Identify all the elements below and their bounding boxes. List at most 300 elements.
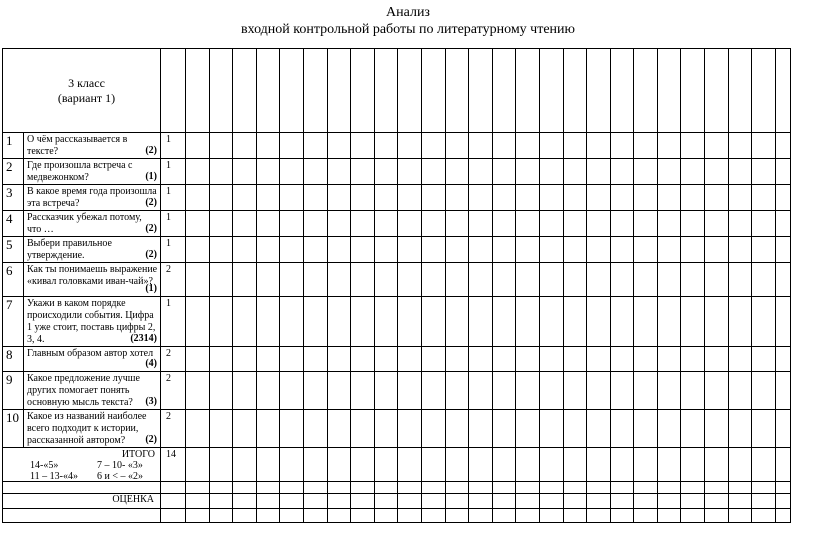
student-cell xyxy=(634,372,658,410)
question-number xyxy=(3,237,24,263)
student-cell xyxy=(327,133,351,159)
student-cell xyxy=(469,263,493,297)
student-cell xyxy=(209,482,233,494)
student-cell xyxy=(280,482,304,494)
student-cell xyxy=(539,185,563,211)
student-cell xyxy=(233,372,257,410)
student-cell xyxy=(398,372,422,410)
student-cell xyxy=(351,133,375,159)
student-cell xyxy=(351,159,375,185)
student-cell xyxy=(775,448,790,482)
student-cell xyxy=(516,49,540,133)
student-cell xyxy=(280,185,304,211)
student-cell xyxy=(280,509,304,523)
student-cell xyxy=(421,159,445,185)
student-cell xyxy=(492,297,516,347)
student-cell xyxy=(752,185,776,211)
student-cell xyxy=(233,133,257,159)
table-header-row xyxy=(3,49,791,133)
student-cell xyxy=(186,448,210,482)
student-cell xyxy=(610,372,634,410)
student-cell xyxy=(657,482,681,494)
student-cell xyxy=(186,509,210,523)
student-cell xyxy=(327,263,351,297)
question-text-cell xyxy=(24,211,161,237)
student-cell xyxy=(587,448,611,482)
student-cell xyxy=(634,509,658,523)
student-cell xyxy=(563,372,587,410)
student-cell xyxy=(681,372,705,410)
student-cell xyxy=(705,448,729,482)
student-cell xyxy=(610,237,634,263)
student-cell xyxy=(327,410,351,448)
student-cell xyxy=(610,297,634,347)
student-cell xyxy=(374,509,398,523)
student-cell xyxy=(775,347,790,372)
student-cell xyxy=(705,494,729,509)
question-number-text: 2 xyxy=(6,159,13,174)
student-cell xyxy=(421,211,445,237)
header-cell xyxy=(3,49,161,133)
student-cell xyxy=(233,211,257,237)
student-cell xyxy=(186,133,210,159)
student-cell xyxy=(469,185,493,211)
student-cell xyxy=(516,237,540,263)
table-row xyxy=(3,237,791,263)
student-cell xyxy=(398,237,422,263)
student-cell xyxy=(752,237,776,263)
student-cell xyxy=(563,159,587,185)
student-cell xyxy=(374,482,398,494)
student-cell xyxy=(233,410,257,448)
student-cell xyxy=(657,410,681,448)
student-cell xyxy=(374,448,398,482)
student-cell xyxy=(233,263,257,297)
student-cell xyxy=(186,347,210,372)
student-cell xyxy=(280,494,304,509)
student-cell xyxy=(657,263,681,297)
total-max-cell xyxy=(161,448,186,482)
student-cell xyxy=(421,237,445,263)
student-cell xyxy=(398,448,422,482)
student-cell xyxy=(256,185,280,211)
max-score: 1 xyxy=(166,186,171,197)
student-cell xyxy=(421,372,445,410)
student-cell xyxy=(209,159,233,185)
student-cell xyxy=(634,347,658,372)
blank-max-cell xyxy=(161,509,186,523)
student-cell xyxy=(705,49,729,133)
student-cell xyxy=(563,482,587,494)
student-cell xyxy=(728,372,752,410)
student-cell xyxy=(303,372,327,410)
total-row xyxy=(3,448,791,482)
question-number xyxy=(3,410,24,448)
student-cell xyxy=(351,49,375,133)
student-cell xyxy=(209,263,233,297)
student-cell xyxy=(705,263,729,297)
student-cell xyxy=(280,410,304,448)
max-score: 2 xyxy=(166,348,171,359)
student-cell xyxy=(657,372,681,410)
student-cell xyxy=(445,133,469,159)
student-cell xyxy=(233,494,257,509)
student-cell xyxy=(634,494,658,509)
student-cell xyxy=(233,448,257,482)
student-cell xyxy=(587,509,611,523)
student-cell xyxy=(587,263,611,297)
student-cell xyxy=(563,410,587,448)
total-max: 14 xyxy=(166,449,176,460)
student-cell xyxy=(657,211,681,237)
question-text-cell xyxy=(24,237,161,263)
student-cell xyxy=(186,372,210,410)
student-cell xyxy=(303,448,327,482)
student-cell xyxy=(421,494,445,509)
student-cell xyxy=(233,185,257,211)
student-cell xyxy=(492,509,516,523)
student-cell xyxy=(445,211,469,237)
total-label: ИТОГО xyxy=(121,449,155,460)
student-cell xyxy=(634,159,658,185)
max-score-cell xyxy=(161,237,186,263)
max-score: 1 xyxy=(166,298,171,309)
student-cell xyxy=(469,297,493,347)
student-cell xyxy=(752,509,776,523)
student-cell xyxy=(327,347,351,372)
student-cell xyxy=(587,49,611,133)
student-cell xyxy=(752,297,776,347)
student-cell xyxy=(610,211,634,237)
student-cell xyxy=(587,410,611,448)
student-cell xyxy=(469,49,493,133)
student-cell xyxy=(398,159,422,185)
student-cell xyxy=(775,372,790,410)
student-cell xyxy=(303,297,327,347)
question-text: Какое из названий наиболее всего подходит к истории, рассказанной автором? xyxy=(27,411,147,446)
grade-label-cell xyxy=(3,494,161,509)
student-cell xyxy=(539,448,563,482)
question-text-cell xyxy=(24,372,161,410)
student-cell xyxy=(233,509,257,523)
student-cell xyxy=(186,410,210,448)
student-cell xyxy=(445,448,469,482)
max-score-cell xyxy=(161,372,186,410)
student-cell xyxy=(657,297,681,347)
student-cell xyxy=(563,509,587,523)
student-cell xyxy=(445,49,469,133)
student-cell xyxy=(610,185,634,211)
student-cell xyxy=(563,211,587,237)
student-cell xyxy=(303,237,327,263)
student-cell xyxy=(233,347,257,372)
student-cell xyxy=(728,185,752,211)
student-cell xyxy=(610,494,634,509)
max-score: 2 xyxy=(166,264,171,275)
student-cell xyxy=(303,133,327,159)
student-cell xyxy=(516,410,540,448)
student-cell xyxy=(256,482,280,494)
student-cell xyxy=(186,494,210,509)
student-cell xyxy=(327,49,351,133)
student-cell xyxy=(681,410,705,448)
student-cell xyxy=(280,211,304,237)
student-cell xyxy=(469,482,493,494)
student-cell xyxy=(256,49,280,133)
student-cell xyxy=(705,509,729,523)
student-cell xyxy=(516,448,540,482)
student-cell xyxy=(327,494,351,509)
student-cell xyxy=(280,448,304,482)
student-cell xyxy=(492,494,516,509)
student-cell xyxy=(587,372,611,410)
student-cell xyxy=(398,133,422,159)
document-title: Анализ xyxy=(386,5,430,20)
student-cell xyxy=(351,297,375,347)
student-cell xyxy=(775,482,790,494)
student-cell xyxy=(186,211,210,237)
student-cell xyxy=(445,159,469,185)
student-cell xyxy=(563,133,587,159)
student-cell xyxy=(445,185,469,211)
student-cell xyxy=(775,494,790,509)
student-cell xyxy=(492,410,516,448)
student-cell xyxy=(303,509,327,523)
student-cell xyxy=(469,410,493,448)
question-text-cell xyxy=(24,410,161,448)
student-cell xyxy=(445,297,469,347)
question-text-cell xyxy=(24,185,161,211)
student-cell xyxy=(327,159,351,185)
student-cell xyxy=(752,347,776,372)
student-cell xyxy=(445,347,469,372)
student-cell xyxy=(610,263,634,297)
student-cell xyxy=(351,237,375,263)
max-score: 1 xyxy=(166,160,171,171)
question-number-text: 8 xyxy=(6,347,13,362)
student-cell xyxy=(421,49,445,133)
student-cell xyxy=(256,297,280,347)
student-cell xyxy=(351,372,375,410)
student-cell xyxy=(634,482,658,494)
student-cell xyxy=(657,509,681,523)
student-cell xyxy=(421,448,445,482)
student-cell xyxy=(610,159,634,185)
student-cell xyxy=(705,185,729,211)
student-cell xyxy=(327,509,351,523)
student-cell xyxy=(681,49,705,133)
student-cell xyxy=(587,482,611,494)
student-cell xyxy=(657,494,681,509)
question-text: Выбери правильное утверждение. xyxy=(27,238,112,261)
student-cell xyxy=(610,448,634,482)
student-cell xyxy=(398,509,422,523)
student-cell xyxy=(634,237,658,263)
student-cell xyxy=(705,347,729,372)
student-cell xyxy=(303,347,327,372)
student-cell xyxy=(539,159,563,185)
student-cell xyxy=(775,237,790,263)
student-cell xyxy=(728,263,752,297)
student-cell xyxy=(728,494,752,509)
student-cell xyxy=(728,133,752,159)
max-score-cell xyxy=(161,133,186,159)
student-cell xyxy=(374,185,398,211)
student-cell xyxy=(256,372,280,410)
question-number xyxy=(3,372,24,410)
student-cell xyxy=(681,237,705,263)
student-cell xyxy=(705,133,729,159)
spacer-cell xyxy=(3,482,161,494)
student-cell xyxy=(587,185,611,211)
student-cell xyxy=(469,494,493,509)
student-cell xyxy=(469,159,493,185)
student-cell xyxy=(587,494,611,509)
question-text: Рассказчик убежал потому, что … xyxy=(27,212,142,235)
student-cell xyxy=(587,237,611,263)
answer-key: (2) xyxy=(145,249,157,260)
student-cell xyxy=(209,185,233,211)
student-cell xyxy=(256,133,280,159)
student-cell xyxy=(374,347,398,372)
student-cell xyxy=(209,372,233,410)
student-cell xyxy=(657,49,681,133)
student-cell xyxy=(327,448,351,482)
student-cell xyxy=(563,297,587,347)
student-cell xyxy=(421,482,445,494)
student-cell xyxy=(469,448,493,482)
student-cell xyxy=(351,494,375,509)
answer-key: (1) xyxy=(145,283,157,294)
analysis-table xyxy=(2,48,791,523)
question-number-text: 3 xyxy=(6,185,13,200)
student-cell xyxy=(775,297,790,347)
student-cell xyxy=(539,494,563,509)
student-cell xyxy=(705,211,729,237)
question-text: Как ты понимаешь выражение «кивал головками иван-чай»? xyxy=(27,264,158,287)
student-cell xyxy=(752,482,776,494)
student-cell xyxy=(634,49,658,133)
student-cell xyxy=(492,211,516,237)
max-score-cell xyxy=(161,263,186,297)
student-cell xyxy=(634,133,658,159)
variant-label: (вариант 1) xyxy=(57,90,116,105)
question-number-text: 5 xyxy=(6,237,13,252)
student-cell xyxy=(775,211,790,237)
max-score-cell xyxy=(161,347,186,372)
student-cell xyxy=(681,263,705,297)
student-cell xyxy=(752,410,776,448)
student-cell xyxy=(445,237,469,263)
grade-scale-3: 7 – 10- «3» xyxy=(97,460,143,471)
student-cell xyxy=(728,410,752,448)
question-text: Главным образом автор хотел xyxy=(27,348,154,359)
student-cell xyxy=(351,263,375,297)
student-cell xyxy=(657,185,681,211)
student-cell xyxy=(657,133,681,159)
student-cell xyxy=(280,237,304,263)
student-cell xyxy=(610,133,634,159)
answer-key: (2) xyxy=(145,197,157,208)
question-number-text: 1 xyxy=(6,133,13,148)
student-cell xyxy=(587,297,611,347)
student-cell xyxy=(775,49,790,133)
student-cell xyxy=(469,133,493,159)
blank-row xyxy=(3,509,791,523)
student-cell xyxy=(280,263,304,297)
student-cell xyxy=(728,509,752,523)
question-text: В какое время года произошла эта встреча? xyxy=(27,186,157,209)
question-number-text: 6 xyxy=(6,263,13,278)
student-cell xyxy=(256,509,280,523)
student-cell xyxy=(327,237,351,263)
student-cell xyxy=(256,237,280,263)
student-cell xyxy=(705,159,729,185)
student-cell xyxy=(303,185,327,211)
question-text: Где произошла встреча с медвежонком? xyxy=(27,160,133,183)
student-cell xyxy=(775,185,790,211)
student-cell xyxy=(398,297,422,347)
question-number xyxy=(3,297,24,347)
question-number-text: 9 xyxy=(6,372,13,387)
student-cell xyxy=(280,297,304,347)
answer-key: (4) xyxy=(145,358,157,369)
student-cell xyxy=(256,263,280,297)
student-cell xyxy=(492,133,516,159)
student-cell xyxy=(563,185,587,211)
student-cell xyxy=(492,159,516,185)
student-cell xyxy=(563,448,587,482)
student-cell xyxy=(563,347,587,372)
student-cell xyxy=(752,494,776,509)
student-cell xyxy=(256,410,280,448)
student-cell xyxy=(374,237,398,263)
student-cell xyxy=(280,159,304,185)
spacer-max-cell xyxy=(161,482,186,494)
grade-label: ОЦЕНКА xyxy=(112,494,154,505)
student-cell xyxy=(539,211,563,237)
student-cell xyxy=(303,49,327,133)
student-cell xyxy=(516,494,540,509)
student-cell xyxy=(539,482,563,494)
student-cell xyxy=(587,159,611,185)
student-cell xyxy=(186,185,210,211)
student-cell xyxy=(445,494,469,509)
student-cell xyxy=(563,263,587,297)
student-cell xyxy=(681,159,705,185)
student-cell xyxy=(374,263,398,297)
student-cell xyxy=(469,237,493,263)
student-cell xyxy=(280,49,304,133)
student-cell xyxy=(728,482,752,494)
document-subtitle: входной контрольной работы по литературному чтению xyxy=(241,22,575,37)
student-cell xyxy=(233,159,257,185)
answer-key: (3) xyxy=(145,396,157,407)
student-cell xyxy=(303,211,327,237)
student-cell xyxy=(705,482,729,494)
student-cell xyxy=(421,133,445,159)
student-cell xyxy=(374,410,398,448)
student-cell xyxy=(421,509,445,523)
student-cell xyxy=(445,482,469,494)
student-cell xyxy=(280,347,304,372)
student-cell xyxy=(186,297,210,347)
grade-scale-4: 11 – 13-«4» xyxy=(30,471,78,482)
student-cell xyxy=(752,133,776,159)
student-cell xyxy=(469,347,493,372)
student-cell xyxy=(728,237,752,263)
question-number xyxy=(3,185,24,211)
